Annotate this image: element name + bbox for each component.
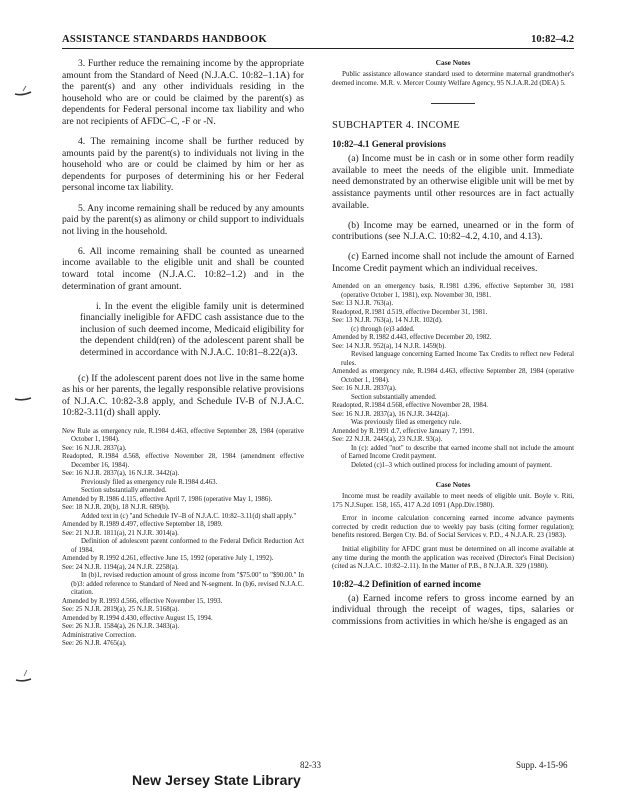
history-note: Section substantially amended.	[351, 393, 437, 401]
subparagraph-b6i: i. In the event the eligible family unit is determined financially ineligible for AFDC cash assistance due to the inclusion of such deemed income, Medicaid eligibility for the dependent child(ren) of the adolescent parent shall be determined in accordance with N.J.A.C. 10:81–8.22(a)3.	[80, 300, 304, 359]
page-number: 82-33	[300, 760, 321, 770]
case-note: Income must be readily available to meet needs of eligible unit. Boyle v. Riti, 175 N.J.Super. 158, 165, 417 A.2d 1091 (App.Div.1980).	[332, 492, 574, 509]
left-column	[62, 58, 304, 649]
history-note: Amended by R.1989 d.497, effective September 18, 1989.	[62, 521, 223, 529]
history-note: Amended by R.1994 d.430, effective August 15, 1994.	[62, 614, 213, 622]
history-note: Was previously filed as emergency rule.	[351, 419, 462, 427]
paragraph-b3: 3. Further reduce the remaining income by the appropriate amount from the Standard of Need (N.J.A.C. 10:82–1.1A) for the parent(s) and any other individuals residing in the household who are or could be claimed by the parent(s) as dependents for Federal personal income tax liability and who are not recipients of AFDC–C, -F or -N.	[62, 58, 304, 127]
history-note: (c) through (e)3 added.	[351, 325, 415, 333]
case-note: Error in income calculation concerning earned income advance payments corrected by credit reduction due to weekly pay basis (citing former regulation); benefits restored. Bergen Cty. Bd. of Social Services v. P.D., 4 N.J.A.R. 23 (1983).	[332, 514, 574, 540]
history-note: Section substantially amended.	[81, 487, 167, 495]
case-note: Public assistance allowance standard used to determine maternal grandmother's deemed income. M.R. v. Mercer County Welfare Agency, 95 N.J.A.R.2d (DEA) 5.	[332, 70, 574, 87]
history-note: Amended on an emergency basis, R.1981 d.396, effective September 30, 1981 (operative October 1, 1981), exp. November 30, 1981.	[332, 283, 574, 299]
paragraph-a: (a) Income must be in cash or in some other form readily available to meet the needs of the eligible unit. Immediate need demonstrated by an otherwise eligible unit will be met by assistance payments until other resources are in fact actually available.	[332, 153, 574, 211]
history-notes	[62, 428, 304, 649]
history-note: See: 16 N.J.R. 2837(a).	[62, 444, 127, 452]
case-note: Initial eligibility for AFDC grant must be determined on all income available at any time during the month the application was received (Director's Final Decision) (cited as N.J.A.C. 10:82–2.11). In the Matter of P.B., 8 N.J.A.R. 329 (1980).	[332, 545, 574, 571]
history-note: Definition of adolescent parent conformed to the Federal Deficit Reduction Act of 1984.	[71, 538, 304, 554]
history-note: See: 26 N.J.R. 1584(a), 26 N.J.R. 3483(a).	[62, 623, 180, 631]
section-divider	[431, 103, 475, 104]
right-column	[332, 58, 574, 636]
history-note: Readopted, R.1981 d.519, effective December 31, 1981.	[332, 308, 488, 316]
history-note: See: 16 N.J.R. 2837(a), 16 N.J.R. 3442(a).	[62, 470, 180, 478]
history-note: See: 25 N.J.R. 2819(a), 25 N.J.R. 5168(a).	[62, 606, 180, 614]
history-note: Amended by R.1992 d.261, effective June 15, 1992 (operative July 1, 1992).	[62, 555, 274, 563]
history-note: Added text in (c) "and Schedule IV–B of N.J.A.C. 10:82–3.11(d) shall apply."	[81, 512, 297, 520]
library-stamp: New Jersey State Library	[132, 772, 301, 788]
history-note: Amended as emergency rule, R.1984 d.463, effective September 28, 1984 (operative October 1, 1984).	[332, 368, 574, 384]
case-notes-heading: Case Notes	[435, 58, 471, 67]
history-note: See: 13 N.J.R. 763(a).	[332, 300, 394, 308]
paragraph-b: (b) Income may be earned, unearned or in the form of contributions (see N.J.A.C. 10:82–4.2, 4.10, and 4.13).	[332, 219, 574, 243]
history-note: See: 13 N.J.R. 763(a), 14 N.J.R. 102(d).	[332, 317, 443, 325]
history-note: Readopted, R.1984 d.568, effective November 28, 1984.	[332, 402, 489, 410]
history-note: See: 24 N.J.R. 1194(a), 24 N.J.R. 2258(a).	[62, 563, 179, 571]
history-note: Deleted (c)1–3 which outlined process for including amount of payment.	[351, 461, 552, 469]
handbook-title: ASSISTANCE STANDARDS HANDBOOK	[62, 34, 267, 45]
paragraph-a: (a) Earned income refers to gross income earned by an individual through the receipt of wages, tips, salaries or commissions from activities in which he/she is engaged as an	[332, 592, 574, 627]
case-notes-heading: Case Notes	[435, 480, 471, 490]
history-note: Administrative Correction.	[62, 631, 137, 639]
history-note: In (c): added "not" to describe that earned income shall not include the amount of Earned Income Credit payment.	[341, 444, 574, 461]
history-note: See: 26 N.J.R. 4765(a).	[62, 640, 127, 648]
history-notes	[332, 283, 574, 470]
history-note: See: 22 N.J.R. 2445(a), 23 N.J.R. 93(a).	[332, 436, 443, 444]
supplement-date: Supp. 4-15-96	[516, 760, 568, 770]
section-number: 10:82–4.2	[531, 34, 574, 45]
history-note: See: 18 N.J.R. 20(b), 18 N.J.R. 689(b).	[62, 504, 170, 512]
margin-mark-icon	[12, 388, 34, 410]
history-note: Previously filed as emergency rule R.1984 d.463.	[81, 478, 218, 486]
history-note: Revised language concerning Earned Income Tax Credits to reflect new Federal rules.	[341, 351, 574, 367]
history-note: Amended by R.1993 d.566, effective November 15, 1993.	[62, 597, 223, 605]
history-note: See: 21 N.J.R. 1811(a), 21 N.J.R. 3014(a).	[62, 529, 179, 537]
history-note: Readopted, R.1984 d.568, effective November 28, 1984 (amendment effective December 16, 1984).	[62, 453, 304, 469]
history-note: See: 14 N.J.R. 952(a), 14 N.J.R. 1459(b).	[332, 342, 447, 350]
history-note: Amended by R.1991 d.7, effective January 7, 1991.	[332, 427, 475, 435]
paragraph-c: (c) Earned income shall not include the amount of Earned Income Credit payment which an individual receives.	[332, 251, 574, 274]
history-note: See: 16 N.J.R. 2837(a).	[332, 385, 397, 393]
paragraph-b5: 5. Any income remaining shall be reduced by any amounts paid by the parent(s) as alimony or child support to individuals not living in the household.	[62, 202, 304, 237]
paragraph-b4: 4. The remaining income shall be further reduced by amounts paid by the parent(s) to individuals not living in the household who are or could be claimed by him or her as dependents for purposes of determining his or her Federal personal income tax liability.	[62, 136, 304, 194]
history-note: See: 16 N.J.R. 2837(a), 16 N.J.R. 3442(a).	[332, 410, 450, 418]
history-note: New Rule as emergency rule, R.1984 d.463, effective September 28, 1984 (operative October 1, 1984).	[62, 427, 304, 444]
section-heading-4-2: 10:82–4.2 Definition of earned income	[332, 578, 481, 589]
history-note: In (b)1, revised reduction amount of gross income from "$75.00" to "$90.00." In (b)3: added reference to Standard of Need and N-segment. In (b)6, revised N.J.A.C. citation.	[71, 572, 304, 597]
paragraph-b6: 6. All income remaining shall be counted as unearned income available to the eligible unit and shall be counted toward total income (N.J.A.C. 10:82–1.2) and in the determination of grant amount.	[62, 245, 304, 292]
subchapter-title: SUBCHAPTER 4. INCOME	[332, 120, 460, 132]
margin-mark-icon	[12, 82, 34, 104]
history-note: Amended by R.1982 d.443, effective December 20, 1982.	[332, 334, 492, 342]
history-note: Amended by R.1986 d.115, effective April 7, 1986 (operative May 1, 1986).	[62, 495, 273, 503]
running-header	[62, 34, 574, 49]
section-heading-4-1: 10:82–4.1 General provisions	[332, 139, 446, 150]
margin-mark-icon	[12, 668, 34, 690]
paragraph-c: (c) If the adolescent parent does not live in the same home as his or her parents, the legally responsible relative provisions of N.J.A.C. 10:82-3.8 apply, and Schedule IV-B of N.J.A.C. 10:82-3.11(d) shall apply.	[62, 372, 304, 419]
